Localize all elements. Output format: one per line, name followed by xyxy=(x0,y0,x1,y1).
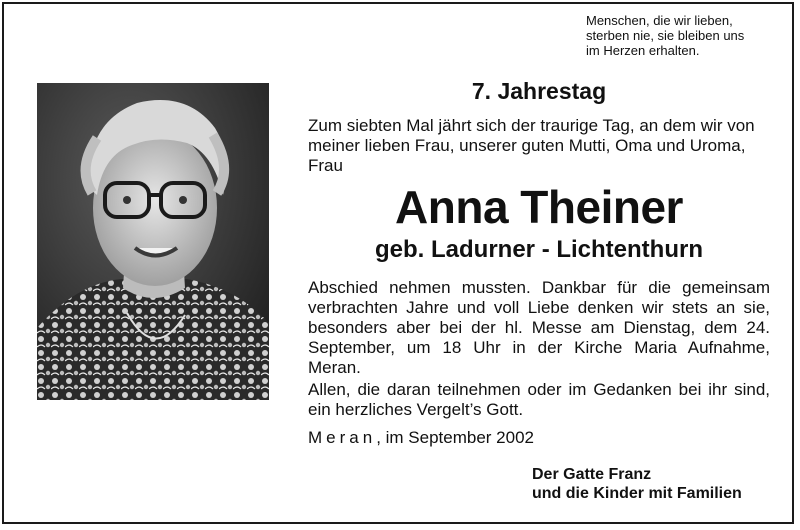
birth-name: geb. Ladurner - Lichtenthurn xyxy=(375,236,703,263)
quote-line: sterben nie, sie bleiben uns xyxy=(586,28,745,43)
signature-line: Der Gatte Franz xyxy=(532,466,652,483)
deceased-name: Anna Theiner xyxy=(395,181,683,233)
quote-line: im Herzen erhalten. xyxy=(586,43,700,58)
signature-block xyxy=(532,465,782,503)
quote-line: Menschen, die wir lieben, xyxy=(586,13,733,28)
memorial-paragraph: Abschied nehmen mussten. Dankbar für die gemeinsam verbrachten Jahre und voll Liebe denken wir stets an sie, besonders aber bei der hl. Messe am Dienstag, dem 24. September, um 18 Uhr in der Kirche Maria Aufnahme, Meran. xyxy=(308,278,770,377)
place-date xyxy=(308,428,770,448)
intro-text: Zum siebten Mal jährt sich der traurige Tag, an dem wir von meiner lieben Frau, unserer guten Mutti, Oma und Uroma, Frau xyxy=(308,116,755,175)
place-name: Meran xyxy=(308,428,377,447)
memorial-quote xyxy=(586,13,786,58)
portrait-illustration xyxy=(37,83,269,400)
thanks-paragraph: Allen, die daran teilnehmen oder im Gedanken bei ihr sind, ein herzliches Vergelt’s Gott. xyxy=(308,380,770,419)
portrait-photo xyxy=(37,83,269,400)
anniversary-heading: 7. Jahrestag xyxy=(471,78,607,104)
signature-line: und die Kinder mit Familien xyxy=(532,485,742,502)
date-text: , im September 2002 xyxy=(376,428,534,447)
